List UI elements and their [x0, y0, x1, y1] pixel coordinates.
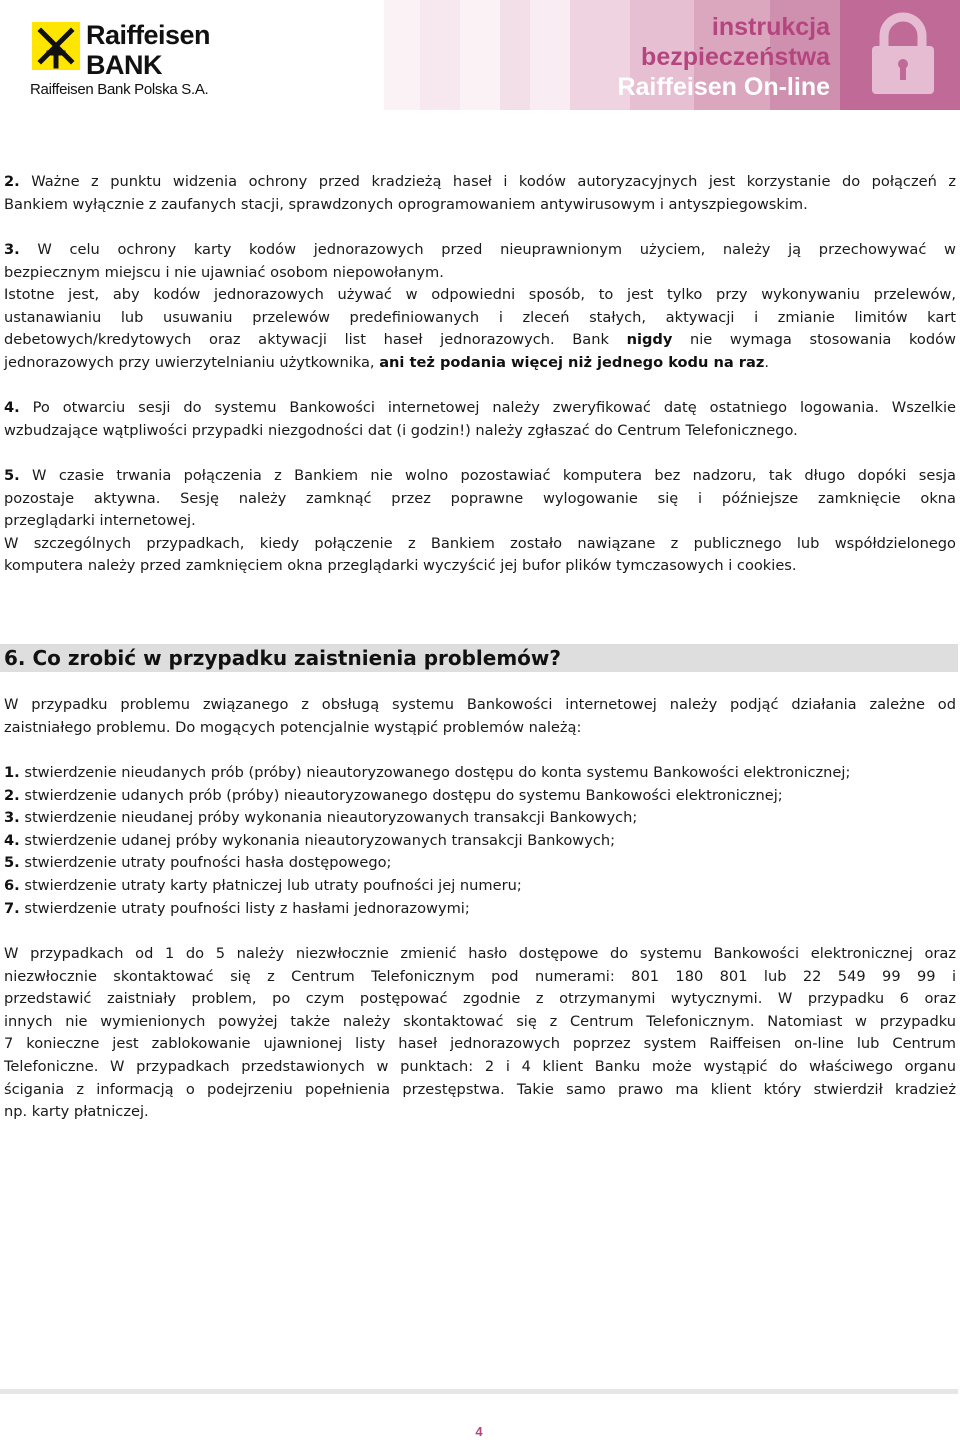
banner-line-bezpieczenstwa: bezpieczeństwa [641, 43, 830, 71]
section-6-heading: 6. Co zrobić w przypadku zaistnienia problemów? [4, 646, 562, 670]
closing-line: 7 konieczne jest zablokowanie ujawnionej listy haseł jednorazowych poprzez system Raiffeisen on-line lub Centrum [4, 1035, 956, 1053]
closing-line: Telefoniczne. W przypadkach przedstawionych w punktach: 2 i 4 klient Banku może wystąpić do właściwego organu [4, 1057, 956, 1075]
section-6-intro-line1: W przypadku problemu związanego z obsługą systemu Bankowości internetowej należy podjąć działania zależne od [4, 696, 956, 713]
point-4-number: 4. [4, 399, 20, 416]
page-number: 4 [475, 1424, 483, 1439]
point-3-number: 3. [4, 241, 20, 258]
point-4 [4, 397, 956, 442]
logo-name-bank: BANK [86, 50, 162, 80]
list-item: 6. stwierdzenie utraty karty płatniczej lub utraty poufności jej numeru; [4, 876, 522, 894]
point-2-text-line1: Ważne z punktu widzenia ochrony przed kradzieżą haseł i kodów autoryzacyjnych jest korzystanie do połączeń z [31, 173, 957, 190]
closing-line: innych nie wymienionych powyżej także należy skontaktować się z Centrum Telefonicznym. Natomiast w przypadku [4, 1012, 956, 1030]
point-3: 3. W celu ochrony karty kodów jednorazowych przed nieuprawnionym użyciem, należy ją przechowywać w bezpiecznym miejscu i nie ujawniać osobom niepowołanym. Istotne jest, aby kodów jednorazowych używać w odpowiedni sposób, to jest tylko przy wykonywaniu przelewów, ustanawianiu lub usuwaniu przelewów predefiniowanych i zleceń stałych, aktywacji i zmianie limitów kart debetowych/kredytowych oraz aktywacji list haseł jednorazowych. Bank nigdy nie wymaga stosowania kodów jednorazowych przy uwierzytelnianiu użytkownika, ani też podania więcej niż jednego kodu na raz. [4, 241, 956, 371]
point-5-number: 5. [4, 467, 20, 484]
list-item: 3. stwierdzenie nieudanej próby wykonania nieautoryzowanych transakcji Bankowych; [4, 809, 638, 827]
point-2-number: 2. [4, 173, 20, 190]
list-item: 2. stwierdzenie udanych prób (próby) nieautoryzowanego dostępu do systemu Bankowości elektronicznej; [4, 786, 783, 804]
point-4-text-line2: wzbudzające wątpliwości przypadki niezgodności dat (i godzin!) należy zgłaszać do Centrum Telefonicznego. [4, 421, 798, 439]
closing-line: ścigania z informacją o podejrzeniu popełnienia przestępstwa. Takie samo prawo ma klient który stwierdził kradzież [4, 1080, 956, 1098]
closing-line: niezwłocznie skontaktować się z Centrum Telefonicznym pod numerami: 801 180 801 lub 22 549 99 99 i [4, 967, 956, 985]
point-5b-text-line1: W szczególnych przypadkach, kiedy połączenie z Bankiem zostało nawiązane z publicznego lub współdzielonego [4, 534, 956, 552]
list-item: 4. stwierdzenie udanej próby wykonania nieautoryzowanych transakcji Bankowych; [4, 831, 616, 849]
raiffeisen-logo [26, 14, 226, 104]
banner-line-instrukcja: instrukcja [711, 13, 830, 41]
point-5b-text-line2: komputera należy przed zamknięciem okna przeglądarki wyczyścić jej bufor plików tymczasowych i cookies. [4, 557, 797, 575]
point-3b-emphasis-one-code: ani też podania więcej niż jednego kodu na raz [379, 353, 765, 371]
logo-subtitle: Raiffeisen Bank Polska S.A. [30, 81, 209, 98]
logo-name-raiffeisen: Raiffeisen [86, 20, 211, 50]
point-2 [4, 171, 956, 216]
point-5-text-line3: przeglądarki internetowej. [4, 512, 196, 530]
padlock-icon [868, 10, 938, 96]
point-3b-text-line2: ustanawianiu lub usuwaniu przelewów predefiniowanych i zleceń stałych, aktywacji i zmianie limitów kart [4, 308, 956, 326]
section-6-intro [4, 694, 956, 739]
problem-list [4, 762, 956, 920]
point-3-text-line1: W celu ochrony karty kodów jednorazowych przed nieuprawnionym użyciem, należy ją przechowywać w [37, 241, 956, 258]
list-item: 7. stwierdzenie utraty poufności listy z hasłami jednorazowymi; [4, 899, 470, 917]
list-item: 1. stwierdzenie nieudanych prób (próby) nieautoryzowanego dostępu do konta systemu Bankowości elektronicznej; [4, 764, 851, 781]
point-3b-text-line4a: jednorazowych przy uwierzytelnianiu użytkownika, [4, 353, 375, 371]
list-item: 5. stwierdzenie utraty poufności hasła dostępowego; [4, 854, 392, 872]
point-5-text-line1: W czasie trwania połączenia z Bankiem nie wolno pozostawiać komputera bez nadzoru, tak długo dopóki sesja [32, 467, 956, 484]
closing-line: np. karty płatniczej. [4, 1103, 149, 1121]
closing-line: W przypadkach od 1 do 5 należy niezwłocznie zmienić hasło dostępowe do systemu Bankowości elektronicznej oraz [4, 945, 956, 962]
point-3b-emphasis-nigdy: nigdy [626, 331, 673, 349]
raiffeisen-gable-cross-icon [32, 22, 80, 70]
banner-title [617, 12, 830, 102]
point-5-text-line2: pozostaje aktywna. Sesję należy zamknąć przez poprawne wylogowanie się i późniejsze zamknięcie okna [4, 489, 956, 507]
point-3-text-line2: bezpiecznym miejscu i nie ujawniać osobom niepowołanym. [4, 263, 444, 281]
document-header [0, 0, 960, 120]
point-4-text-line1: Po otwarciu sesji do systemu Bankowości internetowej należy zweryfikować datę ostatniego logowania. Wszelkie [32, 399, 956, 416]
point-3b-text-line1: Istotne jest, aby kodów jednorazowych używać w odpowiedni sposób, to jest tylko przy wykonywaniu przelewów, [4, 286, 956, 304]
banner-line-raiffeisen-online: Raiffeisen On-line [617, 73, 830, 101]
footer-divider [0, 1389, 958, 1394]
section-6-closing [4, 943, 956, 1124]
closing-line: przedstawić zaistniały problem, po czym postępować zgodnie z otrzymanymi wytycznymi. W przypadku 6 oraz [4, 990, 956, 1008]
point-5 [4, 465, 956, 578]
point-3b-text-line3a: debetowych/kredytowych oraz aktywacji list haseł jednorazowych. Bank [4, 331, 609, 349]
point-2-text-line2: Bankiem wyłącznie z zaufanych stacji, sprawdzonych oprogramowaniem antywirusowym i antyszpiegowskim. [4, 195, 808, 213]
point-3b-text-line3c: nie wymaga stosowania kodów [690, 331, 956, 349]
section-6-intro-line2: zaistniałego problemu. Do mogących potencjalnie wystąpić problemów należą: [4, 718, 582, 736]
